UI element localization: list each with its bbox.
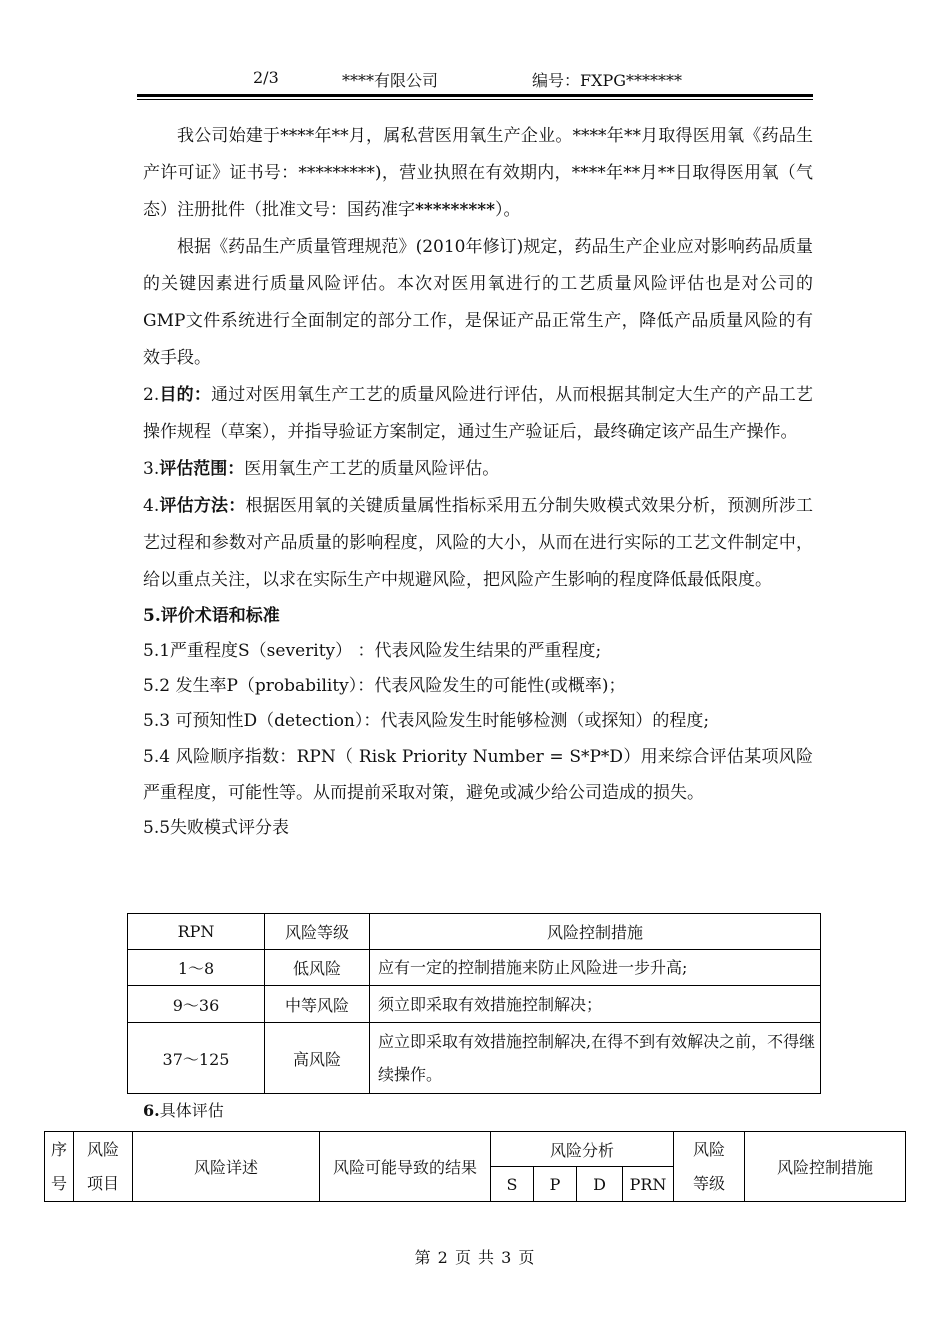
term-detection: 5.3 可预知性D（detection）：代表风险发生时能够检测（或探知）的程度; [143, 711, 710, 731]
risk-evaluation-table [44, 1131, 906, 1202]
eval-header-level: 风险 等级 [674, 1132, 745, 1202]
term-severity: 5.1严重程度S（severity） ：代表风险发生结果的严重程度; [143, 641, 602, 661]
section-2-purpose: 2.目的：通过对医用氧生产工艺的质量风险进行评估，从而根据其制定大生产的产品工艺操作规程（草案），并指导验证方案制定，通过生产验证后，最终确定该产品生产操作。 [143, 385, 814, 442]
rpn-cell: 1～8 [128, 950, 265, 986]
rpn-cell: 应有一定的控制措施来防止风险进一步升高; [370, 950, 821, 986]
eval-header-result: 风险可能导致的结果 [320, 1132, 491, 1202]
rpn-cell: 9～36 [128, 986, 265, 1023]
section-4-method: 4.评估方法：根据医用氧的关键质量属性指标采用五分制失败模式效果分析，预测所涉工艺过程和参数对产品质量的影响程度，风险的大小，从而在进行实际的工艺文件制定中，给以重点关注，以求在实际生产中规避风险，把风险产生影响的程度降低最低限度。 [143, 496, 814, 590]
header-doc-code: 编号：FXPG******* [532, 71, 683, 90]
term-rpn: 5.4 风险顺序指数：RPN（ Risk Priority Number = S*P*D）用来综合评估某项风险严重程度，可能性等。从而提前采取对策，避免或减少给公司造成的损失。 [143, 747, 813, 803]
eval-header-analysis: 风险分析 [491, 1132, 674, 1167]
section-6-title: 6.具体评估 [143, 1101, 224, 1120]
eval-header-prn: PRN [623, 1167, 674, 1202]
intro-paragraph-2: 根据《药品生产质量管理规范》(2010年修订)规定，药品生产企业应对影响药品质量的关键因素进行质量风险评估。本次对医用氧进行的工艺质量风险评估也是对公司的GMP文件系统进行全面制定的部分工作，是保证产品正常生产，降低产品质量风险的有效手段。 [143, 237, 813, 368]
rpn-cell: 应立即采取有效措施控制解决,在得不到有效解决之前，不得继续操作。 [370, 1023, 821, 1094]
rpn-header-level: 风险等级 [265, 914, 370, 950]
section-3-scope: 3.评估范围：医用氧生产工艺的质量风险评估。 [143, 459, 500, 479]
header-page-number: 2/3 [253, 68, 279, 87]
document-body [143, 118, 813, 846]
rpn-cell: 低风险 [265, 950, 370, 986]
rpn-table-caption: 5.5失败模式评分表 [143, 818, 290, 838]
eval-header-s: S [491, 1167, 534, 1202]
intro-paragraph-1: 我公司始建于****年**月，属私营医用氧生产企业。****年**月取得医用氧《药品生产许可证》证书号：*********)，营业执照在有效期内，****年**月**日取得医用氧（气态）注册批件（批准文号：国药准字*********）。 [143, 126, 813, 220]
eval-header-control: 风险控制措施 [745, 1132, 906, 1202]
eval-header-detail: 风险详述 [133, 1132, 320, 1202]
page-header [137, 66, 813, 94]
header-rule-thick [137, 94, 813, 97]
term-probability: 5.2 发生率P（probability）：代表风险发生的可能性(或概率)； [143, 676, 626, 696]
rpn-header-control: 风险控制措施 [370, 914, 821, 950]
rpn-cell: 须立即采取有效措施控制解决； [370, 986, 821, 1023]
eval-header-seq: 序 号 [45, 1132, 74, 1202]
eval-header-d: D [577, 1167, 623, 1202]
rpn-scoring-table [127, 913, 821, 1094]
rpn-header-rpn: RPN [128, 914, 265, 950]
rpn-cell: 中等风险 [265, 986, 370, 1023]
section-5-title: 5.评价术语和标准 [143, 606, 280, 626]
eval-header-item: 风险 项目 [74, 1132, 133, 1202]
header-rule-thin [137, 99, 813, 100]
rpn-cell: 37～125 [128, 1023, 265, 1094]
eval-header-p: P [534, 1167, 577, 1202]
rpn-cell: 高风险 [265, 1023, 370, 1094]
header-company: ****有限公司 [342, 71, 439, 90]
page-footer: 第 2 页 共 3 页 [414, 1248, 536, 1267]
